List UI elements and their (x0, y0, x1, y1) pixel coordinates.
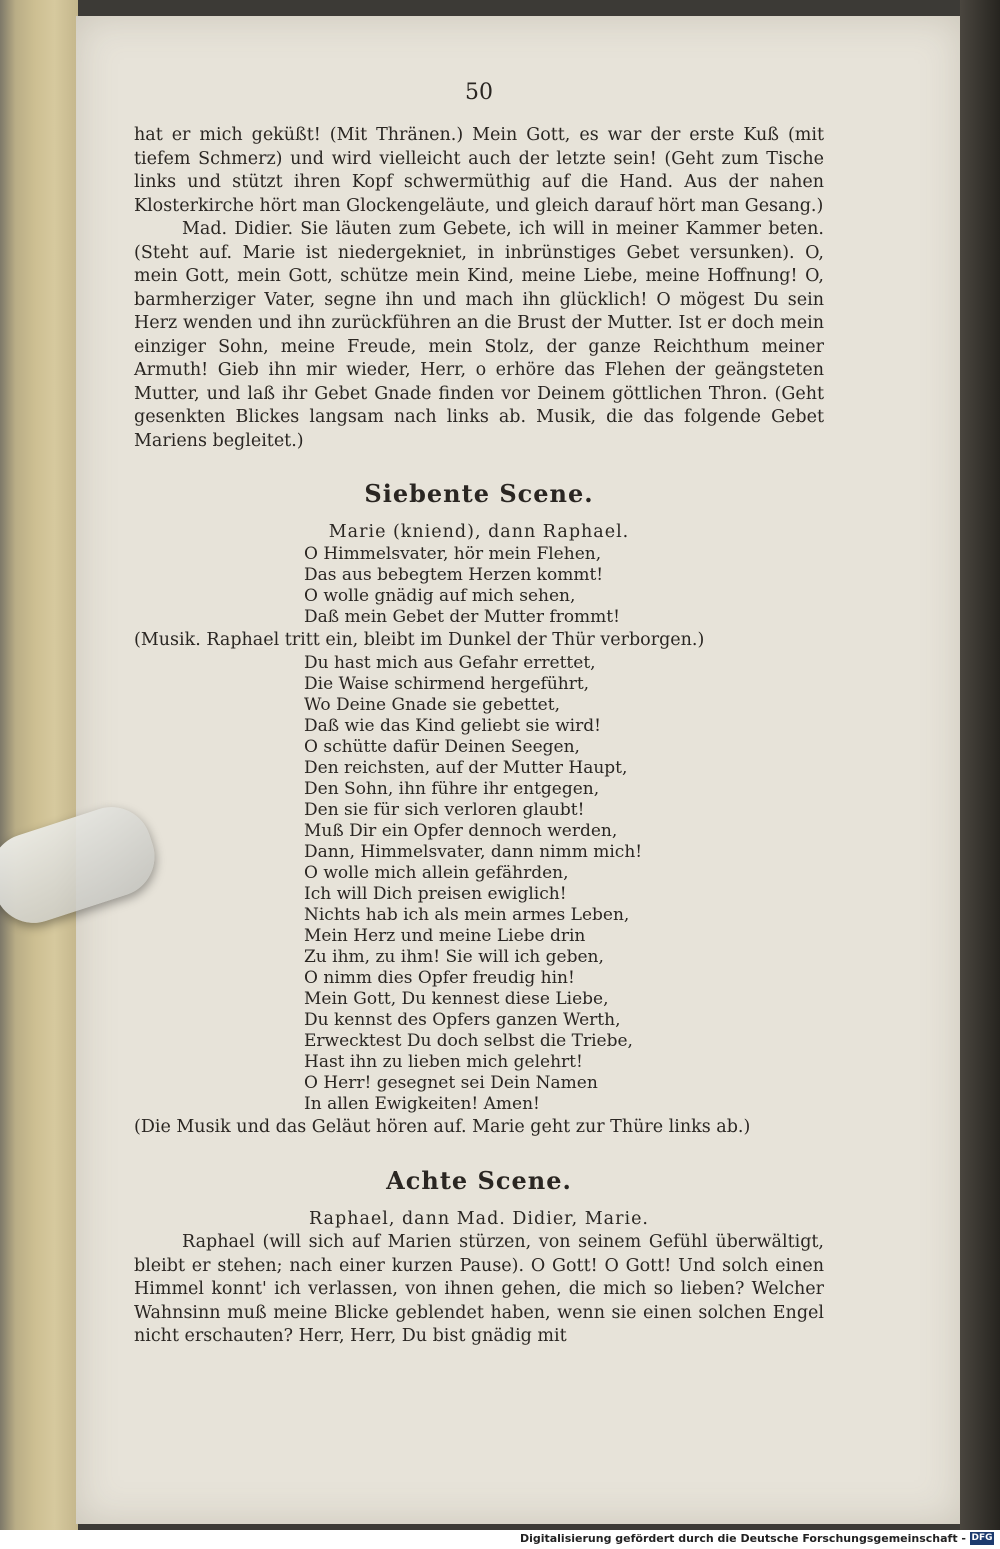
paragraph: Mad. Didier. Sie läuten zum Gebete, ich will in meiner Kammer beten. (Steht auf. Marie ist niedergekniet, in inbrünstiges Gebet versunken). O, mein Gott, mein Gott, schütze mein Kind, meine Liebe, meine Hoffnung! O, barmherziger Vater, segne ihn und mach ihn glücklich! O mögest Du sein Herz wenden und ihn zurückführen an die Brust der Mutter. Ist er doch mein einziger Sohn, meine Freude, mein Stolz, der ganze Reichthum meiner Armuth! Gieb ihn mir wieder, Herr, o erhöre das Flehen der geängsteten Mutter, und laß ihr Gebet Gnade finden vor Deinem göttlichen Thron. (Geht gesenkten Blickes langsam nach links ab. Musik, die das folgende Gebet Mariens begleitet.) (134, 219, 824, 451)
paragraph: hat er mich geküßt! (Mit Thränen.) Mein Gott, es war der erste Kuß (mit tiefem Schmerz) und wird vielleicht auch der letzte sein! (Geht zum Tische links und stützt ihren Kopf schwermüthig auf die Hand. Aus der nahen Klosterkirche hört man Glockengeläute, und gleich darauf hört man Gesang.) (134, 125, 824, 216)
scene-cast: Marie (kniend), dann Raphael. (328, 522, 630, 542)
verse-line: Mein Gott, Du kennest diese Liebe, (304, 989, 609, 1009)
verse-line: Du kennst des Opfers ganzen Werth, (304, 1010, 621, 1030)
verse-line: O Himmelsvater, hör mein Flehen, (304, 544, 602, 564)
verse-line: Muß Dir ein Opfer dennoch werden, (304, 821, 618, 841)
page-shadow (960, 0, 1000, 1549)
verse-line: Hast ihn zu lieben mich gelehrt! (304, 1052, 583, 1072)
stage-direction: (Die Musik und das Geläut hören auf. Marie geht zur Thüre links ab.) (134, 1117, 751, 1137)
verse-line: O nimm dies Opfer freudig hin! (304, 968, 575, 988)
verse-line: O wolle mich allein gefährden, (304, 863, 569, 883)
opening-prose (134, 124, 824, 453)
verse-line: Mein Herz und meine Liebe drin (304, 926, 586, 946)
verse-line: Wo Deine Gnade sie gebettet, (304, 695, 560, 715)
verse-line: Ich will Dich preisen ewiglich! (304, 884, 567, 904)
verse-block (304, 653, 824, 1115)
verse-line: O Herr! gesegnet sei Dein Namen (304, 1073, 598, 1093)
scene-title: Siebente Scene. (364, 479, 594, 508)
verse-line: O wolle gnädig auf mich sehen, (304, 586, 576, 606)
verse-line: Zu ihm, zu ihm! Sie will ich geben, (304, 947, 604, 967)
paragraph: Raphael (will sich auf Marien stürzen, von seinem Gefühl überwältigt, bleibt er stehen; nach einer kurzen Pause). O Gott! O Gott! Und solch einen Himmel konnt' ich verlassen, von ihnen gehen, die mich so lieben? Welcher Wahnsinn muß meine Blicke geblendet haben, wenn sie einen solchen Engel nicht erschauten? Herr, Herr, Du bist gnädig mit (134, 1232, 824, 1346)
scene-title: Achte Scene. (386, 1166, 572, 1195)
scene-prose (134, 1231, 824, 1349)
verse-line: Den Sohn, ihn führe ihr entgegen, (304, 779, 600, 799)
verse-line: Dann, Himmelsvater, dann nimm mich! (304, 842, 643, 862)
page-content (134, 80, 824, 1349)
footer-bar (0, 1530, 1000, 1549)
scene-cast: Raphael, dann Mad. Didier, Marie. (308, 1209, 649, 1229)
verse-line: Den sie für sich verloren glaubt! (304, 800, 585, 820)
dfg-logo: DFG (971, 1533, 993, 1543)
verse-line: Die Waise schirmend hergeführt, (304, 674, 590, 694)
verse-line: Das aus bebegtem Herzen kommt! (304, 565, 604, 585)
verse-line: Den reichsten, auf der Mutter Haupt, (304, 758, 628, 778)
verse-line: Daß wie das Kind geliebt sie wird! (304, 716, 601, 736)
footer-credit: Digitalisierung gefördert durch die Deutsche Forschungsgemeinschaft - (519, 1532, 966, 1545)
book-page-edges (0, 0, 78, 1530)
verse-line: Daß mein Gebet der Mutter frommt! (304, 607, 620, 627)
verse-line: Nichts hab ich als mein armes Leben, (304, 905, 630, 925)
verse-block (304, 544, 824, 628)
verse-line: Du hast mich aus Gefahr errettet, (304, 653, 596, 673)
page-number: 50 (465, 80, 493, 105)
verse-line: Erwecktest Du doch selbst die Triebe, (304, 1031, 633, 1051)
verse-line: In allen Ewigkeiten! Amen! (304, 1094, 540, 1114)
verse-line: O schütte dafür Deinen Seegen, (304, 737, 580, 757)
stage-direction: (Musik. Raphael tritt ein, bleibt im Dunkel der Thür verborgen.) (134, 630, 705, 650)
